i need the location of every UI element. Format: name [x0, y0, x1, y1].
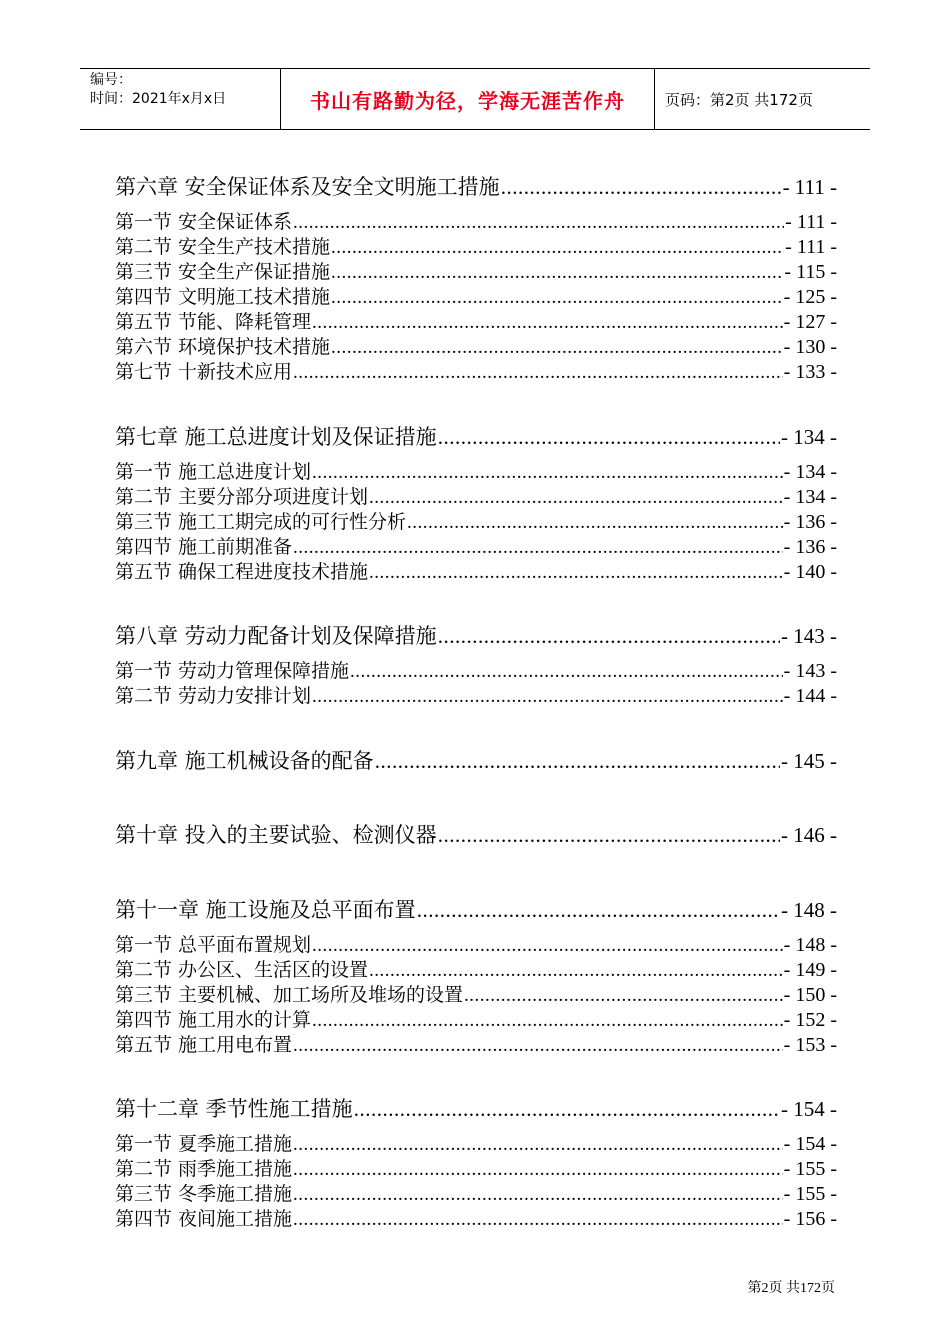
toc-entry-title: 第七章 施工总进度计划及保证措施 — [115, 425, 437, 449]
toc-entry-page: - 134 - — [783, 486, 837, 508]
toc-section-entry[interactable] — [115, 485, 837, 510]
number-label: 编号： — [90, 72, 132, 88]
toc-entry-title: 第五节 施工用电布置 — [115, 1034, 293, 1056]
toc-dot-leader — [464, 983, 783, 1008]
toc-chapter-entry[interactable] — [115, 422, 837, 452]
toc-section-entry[interactable] — [115, 285, 837, 310]
toc-section-entry[interactable] — [115, 1207, 837, 1232]
toc-dot-leader — [375, 746, 780, 776]
toc-entry-page: - 134 - — [781, 425, 837, 449]
toc-dot-leader — [293, 1182, 783, 1207]
toc-entry-title: 第八章 劳动力配备计划及保障措施 — [115, 624, 437, 648]
toc-entry-page: - 150 - — [783, 984, 837, 1006]
toc-section-entry[interactable] — [115, 260, 837, 285]
toc-entry-title: 第一节 总平面布置规划 — [115, 934, 312, 956]
toc-dot-leader — [407, 510, 783, 535]
header-meta — [80, 69, 281, 129]
toc-entry-page: - 148 - — [781, 898, 837, 922]
toc-chapter-entry[interactable] — [115, 895, 837, 925]
toc-dot-leader — [293, 210, 784, 235]
toc-dot-leader — [312, 1008, 783, 1033]
toc-entry-title: 第二节 主要分部分项进度计划 — [115, 486, 369, 508]
toc-section-entry[interactable] — [115, 560, 837, 585]
toc-entry-title: 第四节 施工前期准备 — [115, 536, 293, 558]
toc-entry-page: - 136 - — [783, 511, 837, 533]
toc-dot-leader — [293, 1207, 783, 1232]
toc-dot-leader — [331, 235, 784, 260]
toc-entry-title: 第二节 办公区、生活区的设置 — [115, 959, 369, 981]
toc-entry-page: - 153 - — [783, 1034, 837, 1056]
header-page-info: 页码：第2页 共172页 — [665, 90, 813, 109]
toc-entry-title: 第九章 施工机械设备的配备 — [115, 749, 374, 773]
toc-dot-leader — [354, 1094, 780, 1124]
toc-section-entry[interactable] — [115, 1033, 837, 1058]
toc-entry-page: - 148 - — [783, 934, 837, 956]
toc-dot-leader — [312, 310, 783, 335]
toc-dot-leader — [501, 172, 782, 202]
toc-entry-title: 第三节 安全生产保证措施 — [115, 261, 331, 283]
toc-entry-page: - 133 - — [783, 361, 837, 383]
toc-section-entry[interactable] — [115, 360, 837, 385]
toc-section-entry[interactable] — [115, 335, 837, 360]
toc-entry-page: - 149 - — [783, 959, 837, 981]
toc-dot-leader — [293, 1157, 783, 1182]
toc-entry-title: 第六章 安全保证体系及安全文明施工措施 — [115, 175, 500, 199]
toc-entry-title: 第三节 冬季施工措施 — [115, 1183, 293, 1205]
toc-entry-title: 第三节 施工工期完成的可行性分析 — [115, 511, 407, 533]
toc-dot-leader — [369, 560, 783, 585]
toc-dot-leader — [369, 485, 783, 510]
toc-entry-title: 第三节 主要机械、加工场所及堆场的设置 — [115, 984, 464, 1006]
toc-section-entry[interactable] — [115, 958, 837, 983]
toc-dot-leader — [293, 360, 783, 385]
page-header — [80, 68, 870, 130]
toc-section-entry[interactable] — [115, 510, 837, 535]
toc-entry-page: - 115 - — [784, 261, 837, 283]
toc-section-entry[interactable] — [115, 1132, 837, 1157]
toc-dot-leader — [312, 933, 783, 958]
time-label: 时间：2021年x月x日 — [90, 91, 227, 107]
toc-chapter-entry[interactable] — [115, 746, 837, 776]
toc-entry-title: 第一节 劳动力管理保障措施 — [115, 660, 350, 682]
toc-entry-page: - 134 - — [783, 461, 837, 483]
toc-section-entry[interactable] — [115, 310, 837, 335]
toc-entry-page: - 136 - — [783, 536, 837, 558]
toc-entry-page: - 154 - — [781, 1097, 837, 1121]
toc-entry-page: - 155 - — [783, 1158, 837, 1180]
toc-entry-title: 第七节 十新技术应用 — [115, 361, 293, 383]
toc-chapter-entry[interactable] — [115, 820, 837, 850]
toc-entry-title: 第一节 夏季施工措施 — [115, 1133, 293, 1155]
toc-entry-title: 第四节 文明施工技术措施 — [115, 286, 331, 308]
toc-entry-page: - 143 - — [781, 624, 837, 648]
toc-entry-page: - 143 - — [783, 660, 837, 682]
toc-entry-page: - 154 - — [783, 1133, 837, 1155]
toc-dot-leader — [312, 460, 783, 485]
toc-entry-page: - 146 - — [781, 823, 837, 847]
toc-entry-title: 第二节 劳动力安排计划 — [115, 685, 312, 707]
toc-entry-title: 第十一章 施工设施及总平面布置 — [115, 898, 416, 922]
toc-dot-leader — [438, 820, 780, 850]
toc-dot-leader — [331, 335, 783, 360]
toc-section-entry[interactable] — [115, 535, 837, 560]
toc-dot-leader — [293, 1033, 783, 1058]
toc-chapter-entry[interactable] — [115, 621, 837, 651]
toc-section-entry[interactable] — [115, 1008, 837, 1033]
toc-entry-page: - 140 - — [783, 561, 837, 583]
toc-dot-leader — [293, 1132, 783, 1157]
toc-entry-page: - 156 - — [783, 1208, 837, 1230]
toc-entry-page: - 130 - — [783, 336, 837, 358]
toc-entry-title: 第十二章 季节性施工措施 — [115, 1097, 353, 1121]
toc-entry-title: 第五节 节能、降耗管理 — [115, 311, 312, 333]
toc-section-entry[interactable] — [115, 659, 837, 684]
toc-entry-page: - 155 - — [783, 1183, 837, 1205]
toc-dot-leader — [438, 422, 780, 452]
toc-section-entry[interactable] — [115, 933, 837, 958]
toc-section-entry[interactable] — [115, 684, 837, 709]
toc-section-entry[interactable] — [115, 235, 837, 260]
toc-entry-title: 第四节 夜间施工措施 — [115, 1208, 293, 1230]
toc-dot-leader — [417, 895, 780, 925]
toc-entry-page: - 125 - — [783, 286, 837, 308]
toc-entry-page: - 152 - — [783, 1009, 837, 1031]
page-footer: 第2页 共172页 — [747, 1281, 835, 1296]
toc-dot-leader — [312, 684, 783, 709]
toc-entry-title: 第二节 雨季施工措施 — [115, 1158, 293, 1180]
toc-entry-title: 第五节 确保工程进度技术措施 — [115, 561, 369, 583]
header-motto: 书山有路勤为径，学海无涯苦作舟 — [281, 69, 655, 129]
toc-entry-page: - 111 - — [782, 175, 837, 199]
toc-section-entry[interactable] — [115, 210, 837, 235]
toc-entry-page: - 145 - — [781, 749, 837, 773]
toc-entry-title: 第一节 施工总进度计划 — [115, 461, 312, 483]
toc-dot-leader — [350, 659, 783, 684]
toc-entry-title: 第一节 安全保证体系 — [115, 211, 293, 233]
toc-dot-leader — [293, 535, 783, 560]
toc-dot-leader — [438, 621, 780, 651]
toc-chapter-entry[interactable] — [115, 1094, 837, 1124]
toc-entry-title: 第十章 投入的主要试验、检测仪器 — [115, 823, 437, 847]
toc-dot-leader — [369, 958, 783, 983]
toc-section-entry[interactable] — [115, 983, 837, 1008]
toc-entry-page: - 127 - — [783, 311, 837, 333]
toc-section-entry[interactable] — [115, 1157, 837, 1182]
toc-section-entry[interactable] — [115, 1182, 837, 1207]
toc-entry-title: 第二节 安全生产技术措施 — [115, 236, 331, 258]
toc-entry-title: 第六节 环境保护技术措施 — [115, 336, 331, 358]
toc-entry-title: 第四节 施工用水的计算 — [115, 1009, 312, 1031]
toc-dot-leader — [331, 285, 783, 310]
toc-chapter-entry[interactable] — [115, 172, 837, 202]
toc-entry-page: - 111 - — [785, 236, 837, 258]
toc-dot-leader — [331, 260, 783, 285]
toc-entry-page: - 144 - — [783, 685, 837, 707]
toc-entry-page: - 111 - — [785, 211, 837, 233]
toc-section-entry[interactable] — [115, 460, 837, 485]
